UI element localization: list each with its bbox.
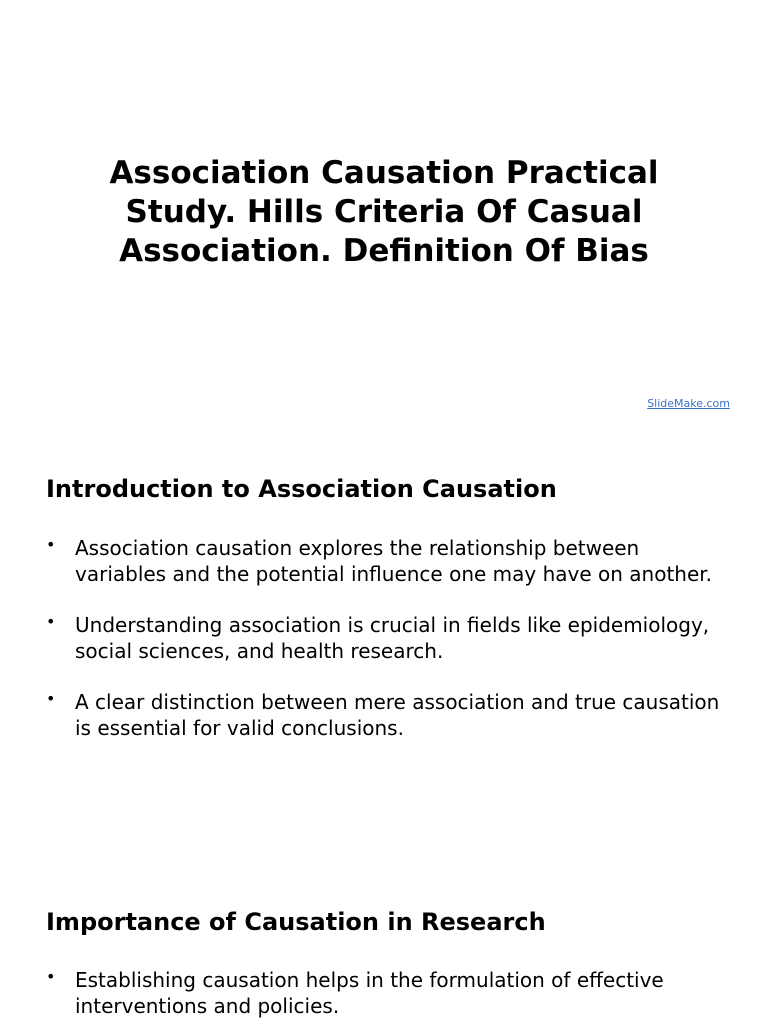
bullet-icon: • [46, 689, 56, 708]
title-line-3: Association. Definition Of Bias [119, 233, 649, 269]
section-importance [46, 907, 726, 1024]
section-introduction [46, 474, 726, 766]
title-line-1: Association Causation Practical [109, 155, 659, 191]
bullet-text: Association causation explores the relationship between variables and the potential influence one may have on another. [75, 536, 713, 586]
bullet-item [46, 535, 726, 587]
bullet-text: Establishing causation helps in the formulation of effective interventions and policies. [75, 968, 664, 1018]
bullet-icon: • [46, 612, 56, 631]
bullet-item [46, 689, 726, 741]
bullet-text: A clear distinction between mere association and true causation is essential for valid conclusions. [75, 690, 720, 740]
section-heading: Introduction to Association Causation [46, 475, 557, 503]
bullet-icon: • [46, 535, 56, 554]
page-title [60, 154, 708, 271]
source-link[interactable]: SlideMake.com [647, 397, 730, 410]
bullet-list [46, 967, 726, 1019]
bullet-icon: • [46, 967, 56, 986]
bullet-text: Understanding association is crucial in fields like epidemiology, social sciences, and health research. [75, 613, 710, 663]
title-line-2: Study. Hills Criteria Of Casual [125, 194, 643, 230]
bullet-item [46, 612, 726, 664]
bullet-item [46, 967, 726, 1019]
bullet-list [46, 535, 726, 741]
section-heading: Importance of Causation in Research [46, 908, 546, 936]
